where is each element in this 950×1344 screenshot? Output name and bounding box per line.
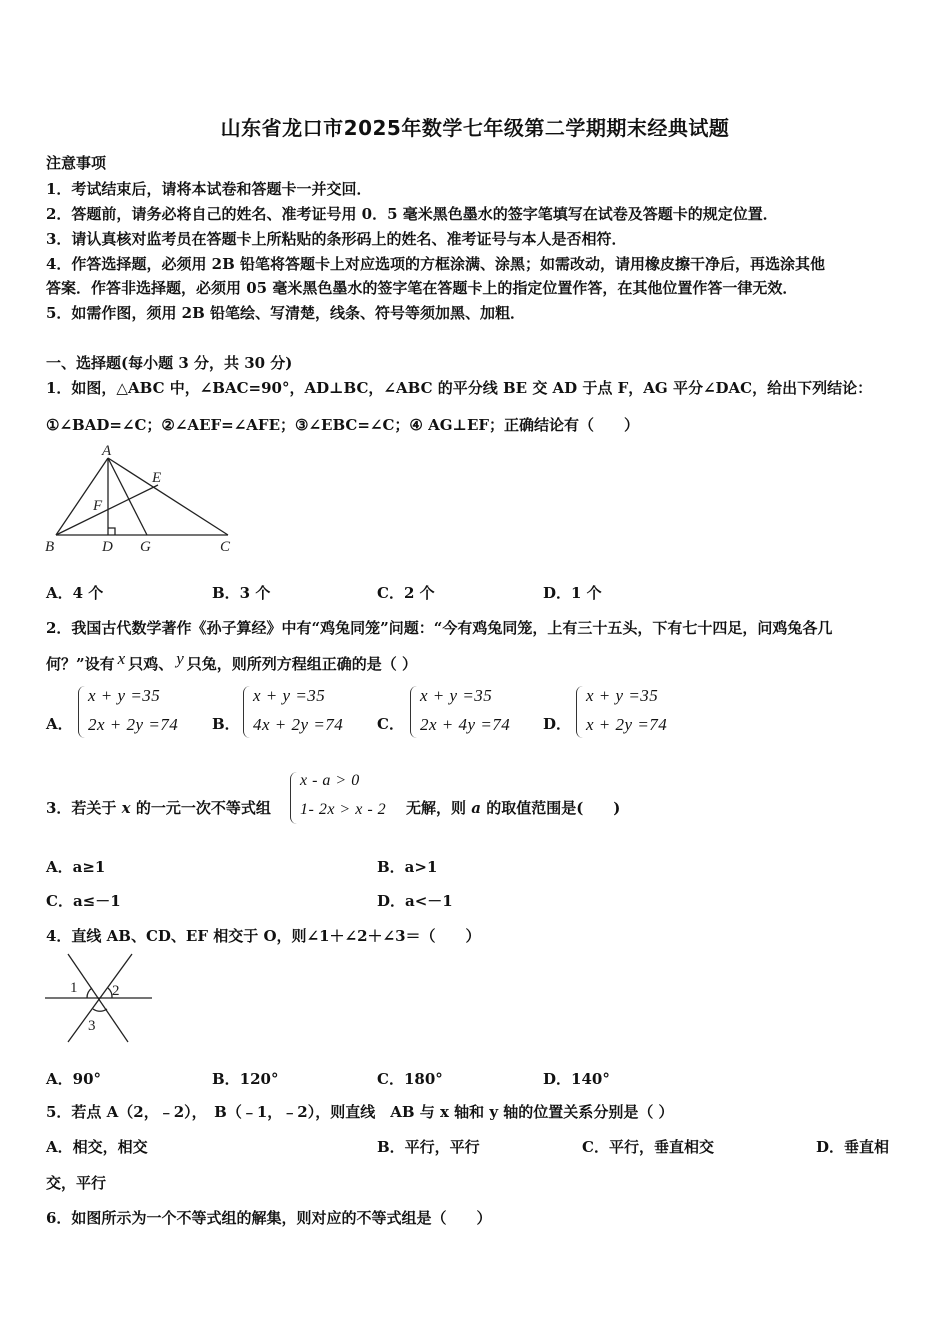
page-title: 山东省龙口市2025年数学七年级第二学期期末经典试题 xyxy=(220,116,730,140)
equation: 4x + 2y =74 xyxy=(253,715,344,734)
equation: x + y =35 xyxy=(420,686,493,705)
q3-option-b[interactable]: B．a>1 xyxy=(377,858,438,876)
label-e: E xyxy=(152,470,162,486)
q2-option-b-system[interactable] xyxy=(243,684,373,742)
equation: x + y =35 xyxy=(88,686,161,705)
equation: x + y =35 xyxy=(253,686,326,705)
bisector-ag xyxy=(108,458,147,535)
q2-text-b: 只鸡、 xyxy=(128,655,174,673)
q4-option-d[interactable]: D．140° xyxy=(543,1070,610,1088)
q3-text-a: 3．若关于 xyxy=(46,799,122,817)
q5-option-a[interactable]: A．相交，相交 xyxy=(46,1138,148,1156)
q4-option-a[interactable]: A．90° xyxy=(46,1070,102,1088)
q4-option-c[interactable]: C．180° xyxy=(377,1070,443,1088)
q3-inequality-system xyxy=(290,770,408,828)
q2-option-d-label[interactable]: D． xyxy=(543,715,572,733)
q5-option-c[interactable]: C．平行，垂直相交 xyxy=(582,1138,714,1156)
q1-option-a[interactable]: A．4 个 xyxy=(46,584,104,602)
brace-icon xyxy=(243,686,250,738)
side-ac xyxy=(108,458,228,535)
side-ab xyxy=(56,458,108,535)
equation: x + 2y =74 xyxy=(586,715,668,734)
notice-item: 2．答题前，请务必将自己的姓名、准考证号用 0．5 毫米黑色墨水的签字笔填写在试卷及答题卡的规定位置． xyxy=(46,205,778,223)
q3-text-d: 的取值范围是( ) xyxy=(480,799,621,817)
q2-text-c: 只兔，则所列方程组正确的是（ ） xyxy=(186,655,417,673)
notice-item: 5．如需作图，须用 2B 铅笔绘、写清楚，线条、符号等须加黑、加粗． xyxy=(46,304,525,322)
brace-icon xyxy=(78,686,85,738)
question-4-text: 4．直线 AB、CD、EF 相交于 O，则∠1＋∠2＋∠3＝（ ） xyxy=(46,927,481,945)
q2-var-y: y xyxy=(176,649,184,668)
label-b: B xyxy=(45,539,55,555)
inequality: x - a > 0 xyxy=(300,772,360,789)
label-d: D xyxy=(102,539,113,555)
right-angle-mark xyxy=(108,528,115,535)
q1-option-c[interactable]: C．2 个 xyxy=(377,584,435,602)
inequality: 1- 2x > x - 2 xyxy=(300,801,387,818)
notice-heading: 注意事项 xyxy=(46,154,107,172)
notice-item: 答案．作答非选择题，必须用 05 毫米黑色墨水的签字笔在答题卡上的指定位置作答，在其他位置作答一律无效． xyxy=(46,279,798,297)
notice-item: 3．请认真核对监考员在答题卡上所粘贴的条形码上的姓名、准考证号与本人是否相符． xyxy=(46,230,627,248)
q2-option-d-system[interactable] xyxy=(576,684,706,742)
q4-option-b[interactable]: B．120° xyxy=(212,1070,279,1088)
question-6-text: 6．如图所示为一个不等式组的解集，则对应的不等式组是（ ） xyxy=(46,1209,492,1227)
q3-var-x: x xyxy=(121,799,131,817)
angle-arc-1 xyxy=(87,988,92,998)
equation: 2x + 4y =74 xyxy=(420,715,511,734)
q5-option-d-cont[interactable]: 交，平行 xyxy=(46,1174,107,1192)
q1-option-d[interactable]: D．1 个 xyxy=(543,584,602,602)
q2-var-x: x xyxy=(117,649,126,668)
q3-option-d[interactable]: D．a<－1 xyxy=(377,892,453,910)
label-f: F xyxy=(93,498,103,514)
q2-option-c-system[interactable] xyxy=(410,684,540,742)
q2-option-c-label[interactable]: C． xyxy=(377,715,404,733)
angle-label-1: 1 xyxy=(70,980,78,996)
intersecting-lines-figure xyxy=(40,950,160,1045)
q3-option-c[interactable]: C．a≤－1 xyxy=(46,892,121,910)
angle-label-3: 3 xyxy=(88,1018,96,1034)
brace-icon xyxy=(290,772,297,824)
q5-option-d[interactable]: D．垂直相 xyxy=(816,1138,890,1156)
equation: x + y =35 xyxy=(586,686,659,705)
question-1-text: 1．如图，△ABC 中，∠BAC=90°，AD⊥BC，∠ABC 的平分线 BE 交 AD 于点 F，AG 平分∠DAC，给出下列结论： xyxy=(46,379,873,397)
notice-item: 4．作答选择题，必须用 2B 铅笔将答题卡上对应选项的方框涂满、涂黑；如需改动，请用橡皮擦干净后，再选涂其他 xyxy=(46,255,826,273)
label-g: G xyxy=(140,539,151,555)
angle-arc-3 xyxy=(93,1009,107,1011)
section-heading: 一、选择题(每小题 3 分，共 30 分) xyxy=(46,354,293,372)
question-3-text-cont xyxy=(406,797,620,818)
question-3-text xyxy=(46,797,271,818)
equation: 2x + 2y =74 xyxy=(88,715,179,734)
q2-option-b-label[interactable]: B． xyxy=(212,715,240,733)
question-2-text xyxy=(46,649,417,674)
question-1-text: ①∠BAD=∠C；②∠AEF=∠AFE；③∠EBC=∠C；④ AG⊥EF；正确结论有（ ） xyxy=(46,416,640,434)
question-2-text: 2．我国古代数学著作《孙子算经》中有“鸡兔同笼”问题：“今有鸡兔同笼，上有三十五头，下有七十四足，问鸡兔各几 xyxy=(46,619,833,637)
label-c: C xyxy=(220,539,231,555)
q2-option-a-label[interactable]: A． xyxy=(46,715,73,733)
notice-item: 1．考试结束后，请将本试卷和答题卡一并交回． xyxy=(46,180,372,198)
q2-option-a-system[interactable] xyxy=(78,684,208,742)
label-a: A xyxy=(102,443,112,459)
brace-icon xyxy=(410,686,417,738)
q2-text-a: 何？”设有 xyxy=(46,655,115,673)
triangle-figure xyxy=(40,440,240,558)
angle-label-2: 2 xyxy=(112,983,120,999)
question-5-text: 5．若点 A（2，﹣2）， B（﹣1，﹣2），则直线 AB 与 x 轴和 y 轴的位置关系分别是（ ） xyxy=(46,1103,674,1121)
q3-text-c: 无解，则 xyxy=(406,799,472,817)
q3-text-b: 的一元一次不等式组 xyxy=(130,799,271,817)
q5-option-b[interactable]: B．平行，平行 xyxy=(377,1138,480,1156)
q1-option-b[interactable]: B．3 个 xyxy=(212,584,271,602)
q3-var-a: a xyxy=(471,799,481,817)
q3-option-a[interactable]: A．a≥1 xyxy=(46,858,106,876)
brace-icon xyxy=(576,686,583,738)
